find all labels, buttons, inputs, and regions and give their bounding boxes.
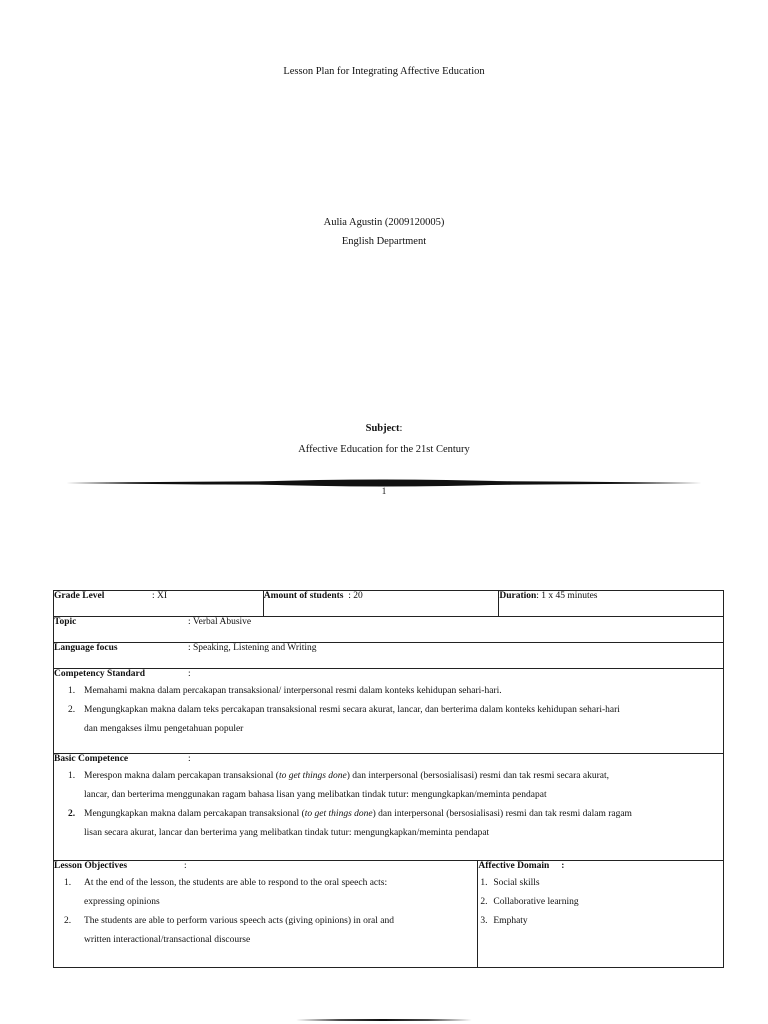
students-value: : 20 [348, 591, 363, 601]
affective-domain-cell [478, 861, 724, 968]
students-cell [263, 591, 499, 617]
lesson-plan-table [53, 590, 724, 968]
basic-competence-row [54, 754, 724, 861]
language-focus-row [54, 643, 724, 669]
basic-competence-cell [54, 754, 724, 861]
list-item: 1. Social skills [480, 878, 540, 888]
list-item: 3. Emphaty [480, 916, 528, 926]
grade-row [54, 591, 724, 617]
subject-heading [0, 423, 768, 434]
duration-label: Duration [499, 591, 537, 601]
topic-row [54, 617, 724, 643]
objectives-label: Lesson Objectives [54, 861, 128, 871]
subject-colon: : [399, 423, 403, 434]
list-item: 2. The students are able to perform various speech acts (giving opinions) in oral and written interactional/transactional discourse [64, 916, 394, 945]
topic-cell [54, 617, 724, 643]
department: English Department [341, 236, 427, 247]
affective-domain-colon: : [561, 861, 565, 871]
basic-competence-label: Basic Competence [54, 754, 129, 764]
page-number: 1 [381, 486, 387, 496]
grade-level-label: Grade Level [54, 591, 105, 601]
affective-domain-label: Affective Domain [478, 861, 550, 871]
affective-domain-list [478, 874, 723, 931]
grade-level-cell [54, 591, 264, 617]
students-label: Amount of students [263, 591, 344, 601]
competency-cell [54, 669, 724, 754]
language-focus-label: Language focus [54, 643, 118, 653]
author-name: Aulia Agustin (2009120005) [323, 217, 445, 228]
subject-label: Subject [365, 423, 400, 434]
subject-value: Affective Education for the 21st Century [298, 444, 470, 455]
language-focus-cell [54, 643, 724, 669]
topic-value: : Verbal Abusive [188, 617, 252, 627]
decorative-divider-bottom [296, 1016, 472, 1024]
objectives-row [54, 861, 724, 968]
list-item: 1. Merespon makna dalam percakapan transaksional (to get things done) dan interpersonal (bersosialisasi) resmi dan tak resmi secara akurat, lancar, dan berterima menggunakan ragam bahasa lisan yang melibatkan tindak tutur: mengungkapkan/meminta pendapat [68, 771, 609, 800]
list-item: 1. Memahami makna dalam percakapan transaksional/ interpersonal resmi dalam konteks kehidupan sehari-hari. [68, 686, 502, 696]
objectives-list [54, 874, 477, 950]
basic-competence-list [54, 767, 723, 843]
document-title: Lesson Plan for Integrating Affective Education [283, 66, 485, 77]
basic-competence-colon: : [188, 754, 191, 764]
duration-cell [499, 591, 724, 617]
competency-list [54, 682, 723, 739]
language-focus-value: : Speaking, Listening and Writing [188, 643, 317, 653]
list-item: 2. Mengungkapkan makna dalam percakapan transaksional (to get things done) dan interpersonal (bersosialisasi) resmi dan tak resmi dalam ragam lisan secara akurat, lancar dan berterima yang melibatkan tindak tutur: mengungkapkan/meminta pendapat [68, 809, 632, 838]
objectives-cell [54, 861, 478, 968]
competency-label: Competency Standard [54, 669, 146, 679]
duration-value: : 1 x 45 minutes [536, 591, 598, 601]
list-item: 2. Mengungkapkan makna dalam teks percakapan transaksional resmi secara akurat, lancar, dan berterima dalam konteks kehidupan sehari-hari dan mengakses ilmu pengetahuan populer [68, 705, 620, 734]
objectives-colon: : [184, 861, 187, 871]
grade-level-value: : XI [152, 591, 168, 601]
list-item: 2. Collaborative learning [480, 897, 579, 907]
competency-colon: : [188, 669, 191, 679]
list-item: 1. At the end of the lesson, the students are able to respond to the oral speech acts: expressing opinions [64, 878, 388, 907]
competency-row [54, 669, 724, 754]
topic-label: Topic [54, 617, 77, 627]
